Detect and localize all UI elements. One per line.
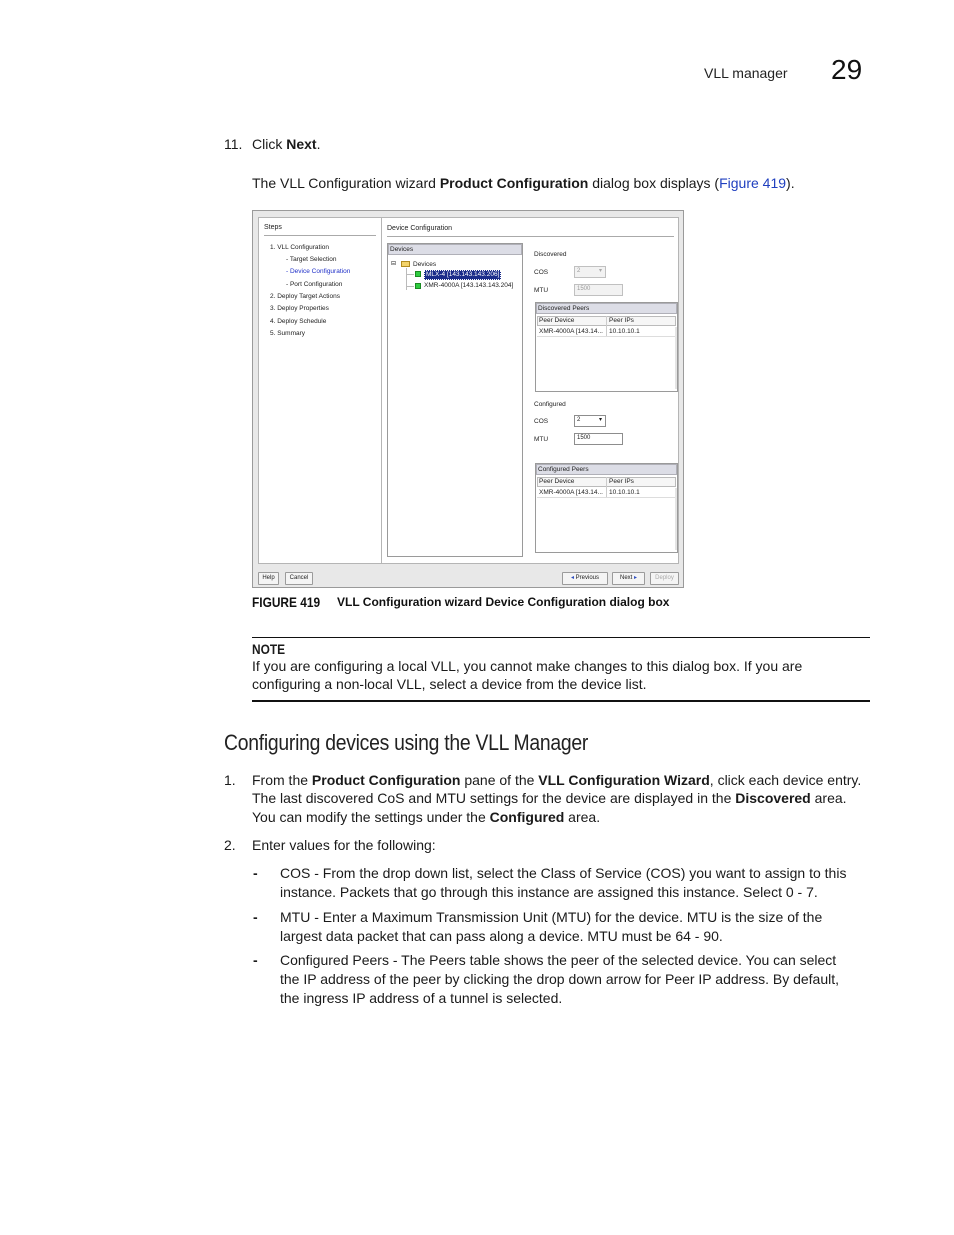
previous-button[interactable]: ◂ Previous	[562, 572, 608, 585]
step-item[interactable]: - Port Configuration	[286, 281, 343, 288]
running-header: VLL manager	[704, 65, 788, 81]
configured-cos-label: COS	[534, 418, 549, 425]
step-item[interactable]: 4. Deploy Schedule	[270, 318, 327, 325]
column-header[interactable]: Peer IPs	[609, 317, 634, 324]
step-11-number: 11.	[224, 136, 243, 152]
bullet-peers-line-2: the IP address of the peer by clicking the drop down arrow for Peer IP address. By default,	[280, 971, 840, 987]
note-text: If you are configuring a local VLL, you cannot make changes to this dialog box. If you are configuring a non-local VLL, select a device from the device list.	[252, 658, 803, 692]
step-11-text: Click Next.	[252, 136, 321, 152]
configured-label: Configured	[534, 401, 566, 408]
chevron-down-icon[interactable]: ▾	[598, 417, 602, 423]
step-2-text: Enter values for the following:	[252, 837, 436, 853]
step-item-active[interactable]: - Device Configuration	[286, 268, 351, 275]
peer-device-cell[interactable]: XMR-4000A [143.14...	[539, 328, 603, 335]
device-status-icon	[415, 271, 421, 277]
peer-device-cell[interactable]: XMR-4000A [143.14...	[539, 489, 603, 496]
discovered-label: Discovered	[534, 251, 567, 258]
discovered-cos-label: COS	[534, 269, 549, 276]
tree-device-selected[interactable]: MLX-4 [143.143.143.206]	[426, 271, 500, 278]
help-button[interactable]: Help	[258, 572, 279, 585]
devices-header: Devices	[390, 246, 414, 253]
note-title: NOTE	[252, 641, 286, 657]
configured-mtu-label: MTU	[534, 436, 549, 443]
bullet-marker: -	[253, 909, 258, 925]
step-1-line-3: You can modify the settings under the Configured area.	[252, 809, 601, 825]
bullet-mtu-line-2: largest data packet that can pass along a device. MTU must be 64 - 90.	[280, 928, 723, 944]
folder-icon	[401, 261, 410, 267]
discovered-peers-table	[535, 302, 678, 392]
device-status-icon	[415, 283, 421, 289]
step-1-number: 1.	[224, 772, 236, 788]
chevron-left-icon: ◂	[570, 575, 576, 581]
bullet-peers-line-1: Configured Peers - The Peers table shows the peer of the selected device. You can select	[280, 952, 837, 968]
bullet-mtu-line-1: MTU - Enter a Maximum Transmission Unit (MTU) for the device. MTU is the size of the	[280, 909, 823, 925]
column-header[interactable]: Peer Device	[539, 478, 575, 485]
figure-caption: VLL Configuration wizard Device Configuration dialog box	[337, 595, 670, 609]
steps-pane	[258, 217, 382, 564]
configured-mtu-input[interactable]: 1500	[574, 433, 623, 445]
column-header[interactable]: Peer Device	[539, 317, 575, 324]
tree-root[interactable]: Devices	[413, 261, 437, 268]
bullet-cos-line-1: COS - From the drop down list, select the Class of Service (COS) you want to assign to this	[280, 865, 847, 881]
step-2-number: 2.	[224, 837, 236, 853]
discovered-mtu-input: 1500	[574, 284, 623, 296]
tree-collapse-icon[interactable]: ⊟	[391, 261, 397, 267]
deploy-button[interactable]: Deploy	[650, 572, 679, 585]
discovered-peers-title: Discovered Peers	[538, 305, 590, 312]
step-1-line-1: From the Product Configuration pane of the VLL Configuration Wizard, click each device entry.	[252, 772, 862, 788]
discovered-mtu-label: MTU	[534, 287, 549, 294]
device-config-pane	[382, 217, 679, 564]
devices-tree-panel	[387, 243, 523, 557]
section-heading: Configuring devices using the VLL Manager	[224, 730, 589, 755]
bullet-marker: -	[253, 865, 258, 881]
configured-peers-table	[535, 463, 678, 553]
chevron-down-icon: ▾	[598, 268, 602, 274]
step-item[interactable]: 5. Summary	[270, 330, 306, 337]
figure-label: FIGURE 419	[252, 594, 321, 610]
step-item[interactable]: - Target Selection	[286, 256, 337, 263]
discovered-cos-select: 2 ▾	[574, 266, 606, 278]
device-config-title: Device Configuration	[387, 225, 452, 232]
peer-ip-cell[interactable]: 10.10.10.1	[609, 489, 640, 496]
next-button[interactable]: Next ▸	[612, 572, 645, 585]
bullet-peers-line-3: the ingress IP address of a tunnel is selected.	[280, 990, 563, 1006]
intro-paragraph: The VLL Configuration wizard Product Configuration dialog box displays (Figure 419).	[252, 175, 795, 191]
tree-device[interactable]: XMR-4000A [143.143.143.204]	[424, 282, 514, 289]
step-1-line-2: The last discovered CoS and MTU settings for the device are displayed in the Discovered area.	[252, 790, 847, 806]
configured-cos-select[interactable]: 2 ▾	[574, 415, 606, 427]
step-item[interactable]: 1. VLL Configuration	[270, 244, 330, 251]
note-bottom-rule	[252, 700, 870, 702]
bullet-marker: -	[253, 952, 258, 968]
cancel-button[interactable]: Cancel	[285, 572, 313, 585]
steps-title: Steps	[264, 224, 282, 231]
peer-ip-cell[interactable]: 10.10.10.1	[609, 328, 640, 335]
note-top-rule	[252, 637, 870, 638]
dialog-screenshot	[252, 210, 684, 588]
figure-419-link[interactable]: Figure 419	[719, 175, 787, 191]
step-item[interactable]: 3. Deploy Properties	[270, 305, 329, 312]
configured-peers-title: Configured Peers	[538, 466, 589, 473]
step-item[interactable]: 2. Deploy Target Actions	[270, 293, 340, 300]
bullet-cos-line-2: instance. Packets that go through this instance are assigned this instance. Select 0 - 7.	[280, 884, 818, 900]
column-header[interactable]: Peer IPs	[609, 478, 634, 485]
chevron-right-icon: ▸	[632, 575, 638, 581]
chapter-number: 29	[831, 54, 863, 85]
